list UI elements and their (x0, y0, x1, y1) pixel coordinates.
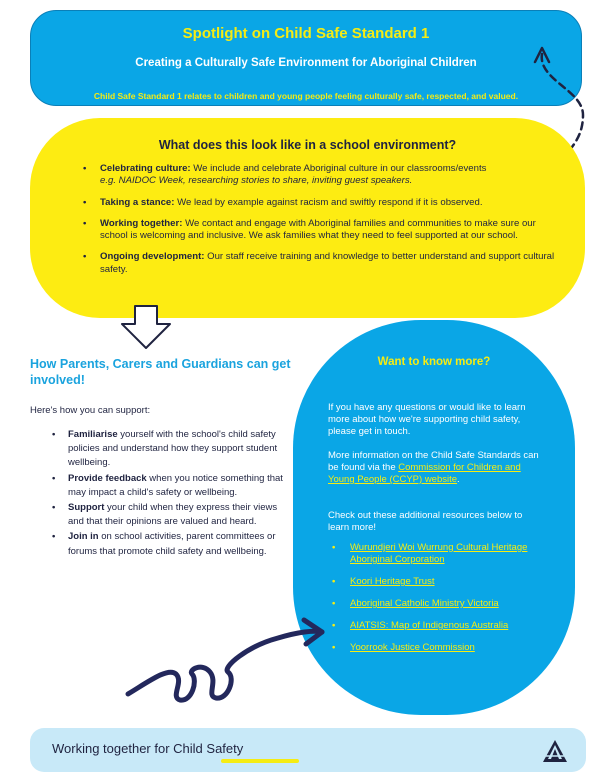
item-text: Our staff receive training and knowledge to better understand and support cultural safety. (100, 251, 555, 275)
parents-list (68, 428, 293, 560)
item-term: Familiarise (68, 429, 118, 440)
list-item (68, 530, 293, 558)
page-subtitle: Creating a Culturally Safe Environment for Aboriginal Children (135, 57, 477, 69)
intro-text: Child Safe Standard 1 relates to children and young people feeling culturally safe, respected, and valued. (93, 91, 519, 101)
item-text: your child when they express their views and that their opinions are valued and heard. (68, 502, 278, 528)
resource-list (350, 542, 540, 664)
list-item (68, 501, 293, 529)
resource-link[interactable]: Yoorrook Justice Commission (350, 642, 475, 653)
resource-link[interactable]: Aboriginal Catholic Ministry Victoria (350, 598, 499, 609)
list-item (100, 251, 560, 276)
school-environment-panel (30, 118, 585, 318)
list-item (350, 542, 540, 566)
ccyp-text (328, 450, 543, 486)
more-heading: Want to know more? (377, 356, 491, 368)
item-text: yourself with the school's child safety policies and understand how they support student wellbeing. (68, 429, 278, 469)
school-heading: What does this look like in a school environment? (158, 138, 457, 152)
list-item (100, 218, 560, 243)
resource-link[interactable]: Koori Heritage Trust (350, 576, 435, 587)
ccyp-suffix: . (457, 474, 460, 485)
list-item (100, 197, 560, 209)
list-item (350, 576, 540, 588)
list-item (100, 163, 560, 188)
parents-heading: How Parents, Carers and Guardians can get involved! (30, 357, 291, 387)
item-text: on school activities, parent committees or forums that promote child safety and wellbeing. (68, 531, 276, 557)
item-text: We include and celebrate Aboriginal culture in our classrooms/events (190, 163, 487, 174)
header-banner (30, 10, 582, 106)
item-term: Provide feedback (68, 472, 147, 484)
item-example: e.g. NAIDOC Week, researching stories to share, inviting guest speakers. (100, 175, 413, 187)
page-title: Spotlight on Child Safe Standard 1 (182, 25, 430, 42)
ccyp-prefix: More information on the Child Safe Standards can be found via the (328, 450, 539, 473)
item-text: when you notice something that may impact a child's safety or wellbeing. (68, 472, 283, 498)
item-term: Join in (68, 531, 99, 543)
item-term: Working together: (100, 217, 183, 229)
resource-link[interactable]: Wurundjeri Woi Wurrung Cultural Heritage Aboriginal Corporation (350, 542, 528, 565)
list-item (350, 598, 540, 610)
item-term: Support (68, 502, 105, 514)
footer-text (52, 741, 243, 756)
resources-intro: Check out these additional resources below to learn more! (328, 510, 523, 533)
more-info-panel (293, 320, 575, 715)
logo-icon (542, 739, 568, 763)
ccyp-link[interactable]: Commission for Children and Young People (CCYP) website (328, 462, 521, 485)
list-item (350, 642, 540, 654)
school-list (100, 163, 560, 285)
footer-text-prefix: Working together for Chi (52, 741, 193, 756)
list-item (350, 620, 540, 632)
footer-text-suffix: ld Safety (192, 741, 244, 756)
item-term: Ongoing development: (100, 251, 205, 263)
contact-text: If you have any questions or would like to learn more about how we're supporting child safety, please get in touch. (328, 402, 526, 437)
footer-bar (30, 728, 586, 772)
resource-link[interactable]: AIATSIS: Map of Indigenous Australia (350, 620, 509, 631)
parents-intro: Here's how you can support: (30, 405, 151, 416)
list-item (68, 472, 293, 500)
item-term: Celebrating culture: (100, 163, 191, 174)
item-term: Taking a stance: (100, 196, 175, 208)
item-text: We lead by example against racism and swiftly respond if it is observed. (174, 196, 483, 208)
list-item (68, 428, 293, 471)
footer-underline (221, 759, 299, 763)
curly-arrow-icon (118, 612, 328, 712)
down-arrow-icon (120, 304, 172, 350)
item-text: We contact and engage with Aboriginal families and communities to make sure our school is welcoming and inclusive. We ask families what they need to feel supported at our school. (100, 217, 536, 242)
